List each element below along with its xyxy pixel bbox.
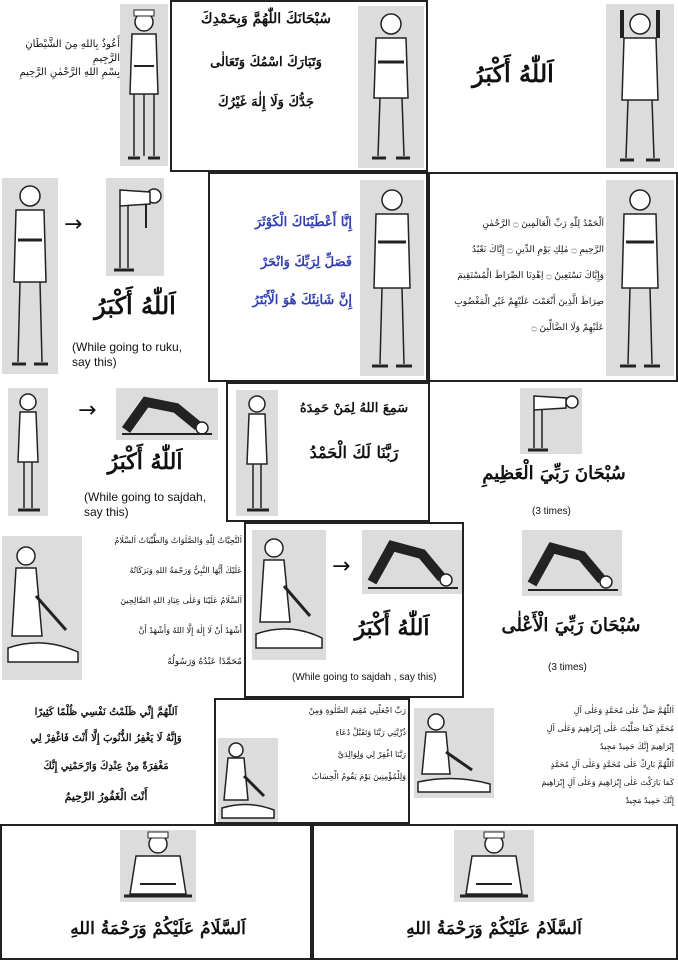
kawthar-line-3: إِنَّ شَانِئَكَ هُوَ الْأَبْتَرُ bbox=[252, 293, 352, 308]
ruku-tasbih-times: (3 times) bbox=[532, 506, 571, 517]
qawmah-line-1: سَمِعَ اللهُ لِمَنْ حَمِدَهُ bbox=[299, 401, 409, 416]
sajdah-tasbih-times: (3 times) bbox=[548, 662, 587, 673]
opening-takbir-text: اَللّٰهُ أَكْبَرُ bbox=[472, 59, 554, 88]
panel-opening-takbir bbox=[428, 0, 678, 172]
standing-hands-folded-figure bbox=[606, 180, 674, 376]
panel-sajdah-takbir bbox=[0, 382, 226, 522]
tashahhud-line-1: اَلتَّحِيَّاتُ لِلّٰهِ وَالصَّلَوَاتُ وَالطَّيِّبَاتُ اَلسَّلَامُ bbox=[114, 536, 242, 545]
rabbi-jalni-line-2: ذُرِّيَّتِي رَبَّنَا وَتَقَبَّلْ دُعَاءِ bbox=[335, 728, 406, 737]
standing-hands-folded-figure bbox=[358, 6, 424, 168]
salam-left-text: اَلسَّلَامُ عَلَيْكُمْ وَرَحْمَةُ اللهِ bbox=[406, 919, 582, 939]
fatiha-line-2: الرَّحِيمِ ۝ مٰلِكِ يَوْمِ الدِّينِ ۝ إِيَّاكَ نَعْبُدُ bbox=[472, 245, 604, 255]
arrow-icon: → bbox=[64, 212, 83, 237]
taawwudh-line-1: أَعُوذُ بِاللهِ مِنَ الشَّيْطَانِ الرَّجِيمِ bbox=[25, 39, 120, 64]
raising-hands-figure bbox=[606, 4, 674, 168]
panel-surah-kawthar bbox=[208, 172, 428, 382]
panel-ruku-tasbih bbox=[430, 382, 678, 522]
standing-hands-folded-figure bbox=[360, 180, 424, 376]
panel-qawmah bbox=[226, 382, 430, 522]
sitting-figure bbox=[414, 708, 494, 798]
arrow-icon: → bbox=[78, 398, 97, 423]
kawthar-line-2: فَصَلِّ لِرَبِّكَ وَانْحَرْ bbox=[260, 255, 352, 270]
thana-line-1: سُبْحَانَكَ اللّٰهُمَّ وَبِحَمْدِكَ bbox=[201, 11, 331, 27]
sajdah-prostration-figure bbox=[522, 530, 622, 596]
sitting-front-figure bbox=[120, 830, 196, 902]
fatiha-line-3: وَإِيَّاكَ نَسْتَعِينُ ۝ اِهْدِنَا الصِّرَاطَ الْمُسْتَقِيمَ bbox=[457, 271, 604, 281]
basmala-line: بِسْمِ اللهِ الرَّحْمٰنِ الرَّحِيمِ bbox=[19, 67, 120, 78]
panel-durood bbox=[410, 698, 678, 824]
ruku-takbir-text: اَللّٰهُ أَكْبَرُ bbox=[94, 291, 176, 320]
ruku-bowing-figure bbox=[520, 388, 582, 454]
fatiha-line-5: عَلَيْهِمْ وَلَا الضَّالِّينَ ۝ bbox=[531, 323, 604, 333]
durood-line-3: إِبْرَاهِيمَ إِنَّكَ حَمِيدٌ مَجِيدٌ bbox=[599, 742, 674, 751]
panel-tashahhud bbox=[0, 522, 244, 698]
ruku-tasbih-text: سُبْحَانَ رَبِّيَ الْعَظِيمِ bbox=[482, 463, 626, 484]
dua-line-2: وَإِنَّهُ لَا يَغْفِرُ الذُّنُوبَ إِلَّا أَنْتَ فَاغْفِرْ لِي bbox=[30, 733, 182, 744]
panel-salam-right bbox=[0, 824, 312, 960]
sajdah-tasbih-text: سُبْحَانَ رَبِّيَ الْأَعْلٰى bbox=[501, 615, 641, 636]
qawmah-line-2: رَبَّنَا لَكَ الْحَمْدُ bbox=[309, 443, 399, 462]
arrow-icon: → bbox=[332, 554, 351, 579]
kawthar-line-1: إِنَّا أَعْطَيْنَاكَ الْكَوْثَرَ bbox=[254, 215, 352, 230]
second-sajdah-caption: (While going to sajdah , say this) bbox=[292, 672, 437, 683]
standing-side-figure bbox=[236, 390, 278, 516]
fatiha-line-1: اَلْحَمْدُ لِلّٰهِ رَبِّ الْعَالَمِينَ ۝ الرَّحْمٰنِ bbox=[482, 219, 604, 229]
standing-figure bbox=[120, 4, 168, 166]
dua-line-3: مَغْفِرَةً مِنْ عِنْدِكَ وَارْحَمْنِي إِنَّكَ bbox=[43, 761, 169, 772]
tashahhud-line-3: اَلسَّلَامُ عَلَيْنَا وَعَلٰى عِبَادِ اللهِ الصَّالِحِينَ bbox=[120, 596, 242, 605]
ruku-bowing-figure bbox=[106, 178, 164, 276]
rabbi-jalni-line-4: وَلِلْمُؤْمِنِينَ يَوْمَ يَقُومُ الْحِسَابُ bbox=[311, 772, 406, 781]
durood-line-4: اَللّٰهُمَّ بَارِكْ عَلٰى مُحَمَّدٍ وَعَلٰى آلِ مُحَمَّدٍ bbox=[550, 760, 674, 769]
rabbi-jalni-line-1: رَبِّ اجْعَلْنِي مُقِيمَ الصَّلٰوةِ وَمِنْ bbox=[308, 706, 406, 715]
thana-line-2: وَتَبَارَكَ اسْمُكَ وَتَعَالٰى bbox=[210, 55, 322, 70]
ruku-caption: (While going to ruku, say this) bbox=[72, 340, 183, 369]
tashahhud-line-2: عَلَيْكَ أَيُّهَا النَّبِيُّ وَرَحْمَةُ اللهِ وَبَرَكَاتُهُ bbox=[129, 566, 242, 575]
second-sajdah-takbir-text: اَللّٰهُ أَكْبَرُ bbox=[354, 615, 430, 641]
standing-figure bbox=[2, 178, 58, 374]
dua-line-4: أَنْتَ الْغَفُورُ الرَّحِيمُ bbox=[64, 790, 148, 803]
standing-side-figure bbox=[8, 388, 48, 516]
sitting-front-figure bbox=[454, 830, 534, 902]
sitting-figure bbox=[218, 738, 278, 822]
panel-rabbi-jalni bbox=[214, 698, 410, 824]
thana-line-3: جَدُّكَ وَلَا إِلٰهَ غَيْرُكَ bbox=[218, 95, 314, 110]
sajdah-takbir-text: اَللّٰهُ أَكْبَرُ bbox=[107, 449, 183, 475]
tashahhud-line-4: أَشْهَدُ أَنْ لَا إِلٰهَ إِلَّا اللهُ وَأَشْهَدُ أَنَّ bbox=[138, 626, 242, 635]
sitting-figure bbox=[252, 530, 326, 660]
sajdah-prostration-figure bbox=[362, 530, 462, 594]
sajdah-prostration-figure bbox=[116, 388, 218, 440]
panel-ruku-takbir bbox=[0, 172, 208, 382]
rabbi-jalni-line-3: رَبَّنَا اغْفِرْ لِي وَلِوَالِدَيَّ bbox=[337, 750, 406, 759]
panel-thana bbox=[170, 0, 428, 172]
panel-surah-fatiha bbox=[428, 172, 678, 382]
fatiha-line-4: صِرَاطَ الَّذِينَ أَنْعَمْتَ عَلَيْهِمْ غَيْرِ الْمَغْضُوبِ bbox=[454, 297, 604, 307]
durood-line-2: مُحَمَّدٍ كَمَا صَلَّيْتَ عَلٰى إِبْرَاهِيمَ وَعَلٰى آلِ bbox=[546, 724, 674, 733]
dua-line-1: اَللّٰهُمَّ إِنِّي ظَلَمْتُ نَفْسِي ظُلْمًا كَثِيرًا bbox=[34, 707, 178, 718]
panel-dua-before-salam bbox=[0, 698, 214, 824]
sajdah-caption: (While going to sajdah, say this) bbox=[84, 490, 207, 519]
durood-line-6: إِنَّكَ حَمِيدٌ مَجِيدٌ bbox=[625, 796, 674, 805]
panel-sajdah-tasbih bbox=[464, 522, 678, 698]
tashahhud-line-5: مُحَمَّدًا عَبْدُهُ وَرَسُولُهُ bbox=[167, 657, 242, 667]
panel-taawwudh bbox=[0, 0, 170, 172]
durood-line-5: كَمَا بَارَكْتَ عَلٰى إِبْرَاهِيمَ وَعَلٰى آلِ إِبْرَاهِيمَ bbox=[541, 778, 674, 787]
panel-second-sajdah bbox=[244, 522, 464, 698]
durood-line-1: اَللّٰهُمَّ صَلِّ عَلٰى مُحَمَّدٍ وَعَلٰى آلِ bbox=[573, 706, 674, 715]
salam-right-text: اَلسَّلَامُ عَلَيْكُمْ وَرَحْمَةُ اللهِ bbox=[70, 919, 246, 939]
sitting-figure bbox=[2, 536, 82, 680]
panel-salam-left bbox=[312, 824, 678, 960]
